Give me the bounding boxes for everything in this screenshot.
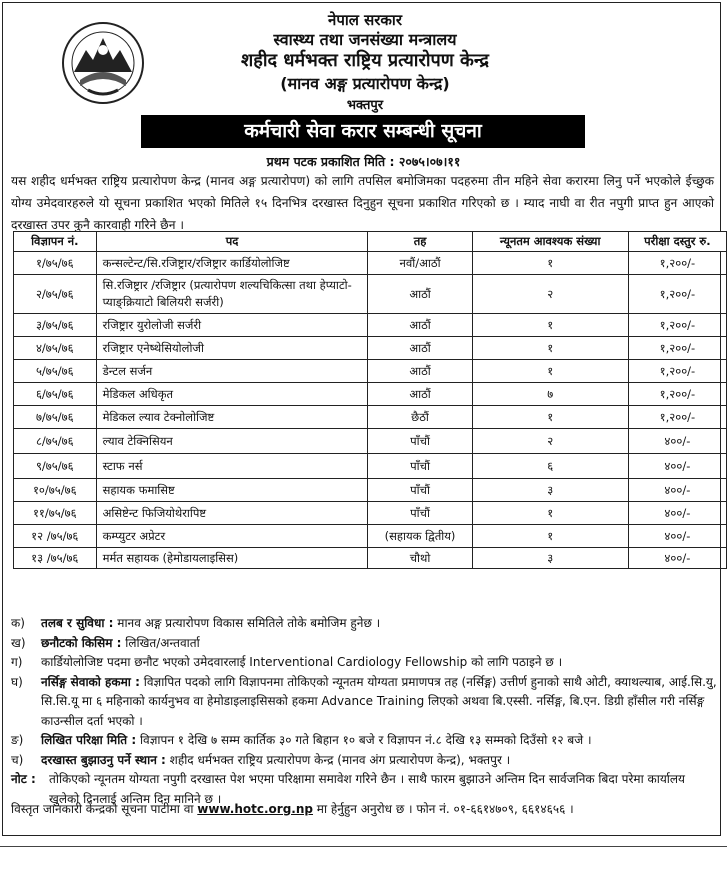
- cell-post: मेडिकल अधिकृत: [96, 383, 368, 406]
- note-text: [41, 614, 719, 634]
- note-item: [11, 634, 719, 654]
- note-body: तोकिएको न्यूनतम योग्यता नपुगी दरखास्त पेश भएमा परिक्षामा समावेश गरिने छैन । साथै फारम बुझाउने अन्तिम दिन सार्वजनिक बिदा परेमा कार्यालय खुलेको दिनलाई अन्तिम दिन मानिने छ ।: [49, 772, 685, 806]
- footer-contact: [11, 800, 721, 819]
- note-text: [41, 751, 719, 771]
- cell-post: असिष्टेन्ट फिजियोथेरापिष्ट: [96, 502, 368, 525]
- cell-ad-number: १०/७५/७६: [14, 479, 97, 502]
- cell-post: सि.रजिष्ट्रार /रजिष्ट्रार (प्रत्यारोपण शल्यचिकित्सा तथा हेप्याटो-प्याङ्क्रियाटो बिलियरी सर्जरी): [96, 275, 368, 314]
- cell-level: आठौं: [368, 337, 472, 360]
- cell-count: ३: [472, 548, 628, 569]
- note-key: घ): [11, 674, 23, 689]
- note-body: शहीद धर्मभक्त राष्ट्रिय प्रत्यारोपण केन्द्र (मानव अंग प्रत्यारोपण केन्द्र), भक्तपुर ।: [165, 752, 511, 767]
- header-location: भक्तपुर: [346, 98, 384, 113]
- note-text: [41, 634, 719, 654]
- cell-level: आठौं: [368, 275, 472, 314]
- col-header-fee: परीक्षा दस्तुर रु.: [628, 232, 726, 252]
- cell-count: १: [472, 525, 628, 548]
- cell-count: २: [472, 429, 628, 454]
- table-row: [14, 502, 727, 525]
- cell-count: १: [472, 314, 628, 337]
- note-key: ङ): [11, 733, 24, 747]
- intro-paragraph: यस शहीद धर्मभक्त राष्ट्रिय प्रत्यारोपण केन्द्र (मानव अङ्ग प्रत्यारोपण) को लागि तपसिल बमोजिमका पदहरुमा तीन महिने सेवा करारमा लिनु पर्ने भएकोले ईच्छुक योग्य उमेदवारहरुले यो सूचना प्रकाशित भएको मितिले १५ दिनभित्र दरखास्त दिनुहुन सूचना प्रकाशित गरिएको छ । म्याद नाघी वा रीत नपुगी प्राप्त हुन आएको दरखास्त उपर कुनै कारवाही गरिने छैन ।: [11, 174, 714, 232]
- table-row: [14, 383, 727, 406]
- cell-fee: १,२००/-: [628, 314, 726, 337]
- cell-ad-number: ११/७५/७६: [14, 502, 97, 525]
- cell-fee: ४००/-: [628, 525, 726, 548]
- cell-level: आठौं: [368, 314, 472, 337]
- website-link[interactable]: www.hotc.org.np: [197, 802, 313, 816]
- note-item: [11, 673, 719, 732]
- cell-ad-number: ७/७५/७६: [14, 406, 97, 429]
- header-ministry: स्वास्थ्य तथा जनसंख्या मन्त्रालय: [273, 30, 457, 49]
- note-key: क): [11, 616, 25, 630]
- table-row: [14, 479, 727, 502]
- cell-post: स्टाफ नर्स: [96, 454, 368, 479]
- vacancy-table: [13, 231, 727, 569]
- cell-post: डेन्टल सर्जन: [96, 360, 368, 383]
- note-text: [41, 673, 719, 732]
- note-item: [11, 614, 719, 634]
- notice-title: कर्मचारी सेवा करार सम्बन्धी सूचना: [141, 115, 585, 148]
- cell-fee: ४००/-: [628, 502, 726, 525]
- note-label: छनौटको किसिम :: [41, 635, 122, 650]
- published-date: प्रथम पटक प्रकाशित मिति : २०७५।०७।११: [266, 154, 461, 169]
- notes-section: [11, 614, 719, 809]
- table-row: [14, 337, 727, 360]
- cell-ad-number: ३/७५/७६: [14, 314, 97, 337]
- footer-suffix: मा हेर्नुहुन अनुरोध छ । फोन नं. ०१-६६१४७०९, ६६१४६५६ ।: [312, 802, 574, 816]
- note-text: [41, 653, 719, 673]
- note-item: [11, 731, 719, 751]
- note-item: [11, 653, 719, 673]
- footer-prefix: विस्तृत जानकारी केन्द्रको सूचना पाटीमा वा: [11, 802, 198, 816]
- note-label: नर्सिङ्ग सेवाको हकमा :: [41, 674, 140, 689]
- note-text: [41, 731, 719, 751]
- table-row: [14, 406, 727, 429]
- col-header-level: तह: [368, 232, 472, 252]
- cell-ad-number: ५/७५/७६: [14, 360, 97, 383]
- cell-ad-number: २/७५/७६: [14, 275, 97, 314]
- cell-count: ७: [472, 383, 628, 406]
- cell-level: छैठौं: [368, 406, 472, 429]
- table-header-row: [14, 232, 727, 252]
- cell-ad-number: १२ /७५/७६: [14, 525, 97, 548]
- note-label: दरखास्त बुझाउनु पर्ने स्थान :: [41, 752, 166, 767]
- note-body: विज्ञापन १ देखि ७ सम्म कार्तिक ३० गते बिहान १० बजे र विज्ञापन नं.८ देखि १३ सम्मको दिउँसो १२ बजे ।: [136, 733, 592, 747]
- cell-fee: १,२००/-: [628, 275, 726, 314]
- cell-fee: ४००/-: [628, 548, 726, 569]
- cell-fee: १,२००/-: [628, 406, 726, 429]
- cell-fee: ४००/-: [628, 454, 726, 479]
- cell-level: पाँचौं: [368, 502, 472, 525]
- header-center-subtitle: (मानव अङ्ग प्रत्यारोपण केन्द्र): [280, 74, 450, 93]
- col-header-post: पद: [96, 232, 368, 252]
- nepal-government-emblem: [60, 20, 146, 106]
- cell-level: आठौं: [368, 360, 472, 383]
- header-center-name: शहीद धर्मभक्त राष्ट्रिय प्रत्यारोपण केन्द्र: [241, 50, 489, 71]
- cell-count: २: [472, 275, 628, 314]
- cell-post: कम्प्युटर अप्रेटर: [96, 525, 368, 548]
- cell-post: ल्याव टेक्निसियन: [96, 429, 368, 454]
- cell-post: रजिष्ट्रार युरोलोजी सर्जरी: [96, 314, 368, 337]
- cell-level: नवौं/आठौं: [368, 252, 472, 275]
- table-row: [14, 429, 727, 454]
- cell-count: ३: [472, 479, 628, 502]
- cell-fee: १,२००/-: [628, 383, 726, 406]
- bottom-divider: [0, 846, 727, 847]
- note-key: ग): [11, 655, 23, 669]
- cell-ad-number: १/७५/७६: [14, 252, 97, 275]
- table-row: [14, 525, 727, 548]
- col-header-ad-number: विज्ञापन नं.: [14, 232, 97, 252]
- table-row: [14, 454, 727, 479]
- note-item: [11, 751, 719, 771]
- cell-ad-number: ९/७५/७६: [14, 454, 97, 479]
- cell-ad-number: १३ /७५/७६: [14, 548, 97, 569]
- cell-count: १: [472, 252, 628, 275]
- note-body: मानव अङ्ग प्रत्यारोपण विकास समितिले तोके बमोजिम हुनेछ ।: [113, 616, 381, 630]
- table-row: [14, 314, 727, 337]
- cell-level: पाँचौं: [368, 429, 472, 454]
- cell-level: पाँचौं: [368, 479, 472, 502]
- cell-post: मर्मत सहायक (हेमोडायलाइसिस): [96, 548, 368, 569]
- cell-fee: १,२००/-: [628, 252, 726, 275]
- cell-post: रजिष्ट्रार एनेष्थेसियोलोजी: [96, 337, 368, 360]
- table-row: [14, 252, 727, 275]
- cell-fee: ४००/-: [628, 429, 726, 454]
- header-government: नेपाल सरकार: [328, 11, 402, 29]
- note-body: कार्डियोलोजिष्ट पदमा छनौट भएको उमेदवारलाई Interventional Cardiology Fellowship को लागि पठाइने छ ।: [41, 655, 563, 669]
- cell-count: १: [472, 406, 628, 429]
- cell-fee: ४००/-: [628, 479, 726, 502]
- cell-count: १: [472, 360, 628, 383]
- cell-level: (सहायक द्वितीय): [368, 525, 472, 548]
- cell-level: पाँचौं: [368, 454, 472, 479]
- note-key: ख): [11, 635, 26, 650]
- note-body: विज्ञापित पदको लागि विज्ञापनमा तोकिएको न्यूनतम योग्यता प्रमाणपत्र तह (नर्सिङ्ग) उत्तीर्ण हुनाको साथै ओटी, क्याथल्याब, आई.सि.यु, सि.सि.यू मा ६ महिनाको कार्यनुभव वा हेमोडाइलाइसिसको हकमा Advance Training लिएको अथवा बि.एस्सी. नर्सिङ्ग, बि.एन. डिग्री हाँसील गरी नर्सिङ्ग काउन्सील दर्ता भएको ।: [41, 674, 717, 728]
- cell-post: कन्सल्टेन्ट/सि.रजिष्ट्रार/रजिष्ट्रार कार्डियोलोजिष्ट: [96, 252, 368, 275]
- table-row: [14, 548, 727, 569]
- cell-ad-number: ६/७५/७६: [14, 383, 97, 406]
- cell-count: १: [472, 502, 628, 525]
- note-label: लिखित परिक्षा मिति :: [41, 733, 137, 747]
- table-row: [14, 360, 727, 383]
- cell-post: सहायक फमासिष्ट: [96, 479, 368, 502]
- col-header-count: न्यूनतम आवश्यक संख्या: [472, 232, 628, 252]
- note-body: लिखित/अन्तवार्ता: [121, 635, 200, 650]
- cell-post: मेडिकल ल्याव टेक्नोलोजिष्ट: [96, 406, 368, 429]
- note-key: च): [11, 752, 24, 767]
- note-key: नोट :: [11, 772, 36, 786]
- cell-level: आठौं: [368, 383, 472, 406]
- note-label: तलब र सुविधा :: [41, 616, 114, 630]
- cell-fee: १,२००/-: [628, 337, 726, 360]
- table-row: [14, 275, 727, 314]
- cell-ad-number: ८/७५/७६: [14, 429, 97, 454]
- cell-count: १: [472, 337, 628, 360]
- cell-fee: १,२००/-: [628, 360, 726, 383]
- cell-ad-number: ४/७५/७६: [14, 337, 97, 360]
- cell-count: ६: [472, 454, 628, 479]
- cell-level: चौथो: [368, 548, 472, 569]
